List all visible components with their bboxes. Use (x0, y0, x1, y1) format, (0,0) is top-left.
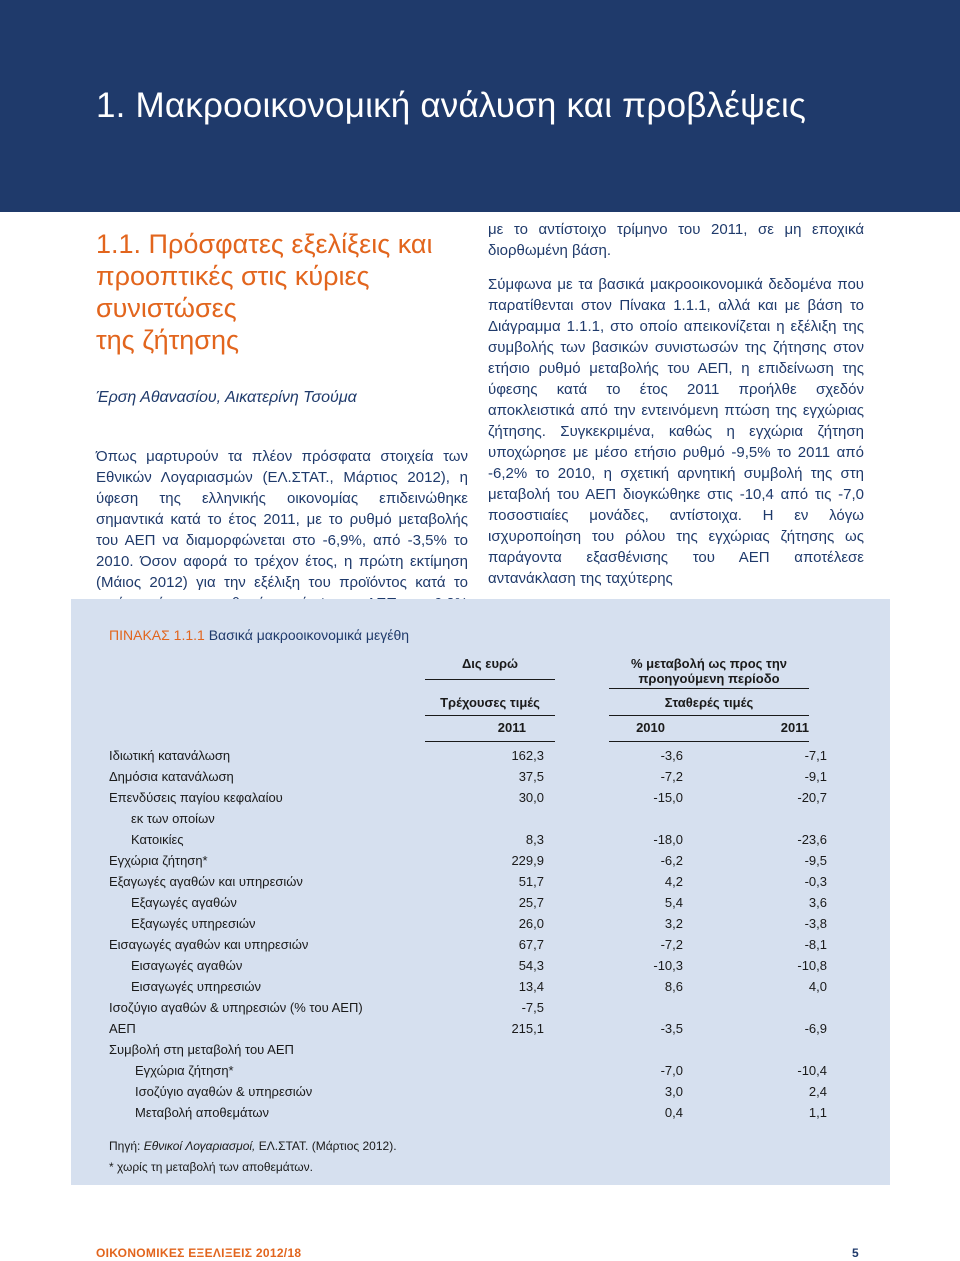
header-rule (609, 741, 809, 742)
row-value-v3: -3,8 (804, 916, 827, 931)
right-column (488, 219, 864, 589)
table-source: Πηγή: Εθνικοί Λογαριασμοί, ΕΛ.ΣΤΑΤ. (Μάρτιος 2012). (109, 1139, 397, 1153)
table-row (109, 1081, 827, 1102)
row-label: Εξαγωγές αγαθών (131, 895, 237, 910)
row-value-v2: -3,5 (660, 1021, 683, 1036)
row-value-v1: 67,7 (518, 937, 544, 952)
row-value-v3: 4,0 (808, 979, 827, 994)
body-paragraph: Όπως μαρτυρούν τα πλέον πρόσφατα στοιχεία των Εθνικών Λογαριασμών (ΕΛ.ΣΤΑΤ., Μάρτιος 2012), η ύφεση της ελληνικής οικονομίας επιδεινώθηκε σημαντικά κατά το έτος 2011, με το ρυθμό μεταβολής του ΑΕΠ να διαμορφώνεται στο -6,9%, από -3,5% το 2010. Όσον αφορά το τρέχον έτος, η πρώτη εκτίμηση (Μάιος 2012) για την εξέλιξη του προϊόντος κατά το (96, 448, 468, 591)
table-row (109, 1018, 827, 1039)
row-label: Εγχώρια ζήτηση* (135, 1063, 234, 1078)
section-title: 1.1. Πρόσφατες εξελίξεις και προοπτικές στις κύριες συνιστώσες της ζήτησης (96, 229, 433, 355)
row-label: Ισοζύγιο αγαθών & υπηρεσιών (135, 1084, 313, 1099)
row-value-v1: 229,9 (511, 853, 544, 868)
row-value-v1: 30,0 (518, 790, 544, 805)
row-value-v1: -7,5 (521, 1000, 544, 1015)
row-value-v1: 26,0 (518, 916, 544, 931)
table-title: ΠΙΝΑΚΑΣ 1.1.1 Βασικά μακροοικονομικά μεγέθη (109, 627, 410, 643)
row-value-v3: -8,1 (804, 937, 827, 952)
table-row (109, 1039, 809, 1060)
table-row (109, 934, 827, 955)
row-value-v3: -9,5 (804, 853, 827, 868)
header-rule (425, 741, 555, 742)
table-footnote: * χωρίς τη μεταβολή των αποθεμάτων. (109, 1160, 313, 1174)
row-label: ΑΕΠ (109, 1021, 136, 1036)
row-value-v2: -7,0 (660, 1063, 683, 1078)
row-value-v2: -10,3 (653, 958, 683, 973)
row-label: Κατοικίες (131, 832, 184, 847)
header-banner (0, 0, 960, 212)
row-value-v3: 2,4 (808, 1084, 827, 1099)
left-column (96, 228, 468, 635)
row-value-v3: -23,6 (797, 832, 827, 847)
row-value-v1: 54,3 (518, 958, 544, 973)
row-value-v3: 3,6 (808, 895, 827, 910)
table-row (109, 829, 827, 850)
row-label: Εισαγωγές αγαθών και υπηρεσιών (109, 937, 309, 952)
row-value-v2: -7,2 (660, 769, 683, 784)
row-value-v1: 215,1 (511, 1021, 544, 1036)
body-paragraph: Σύμφωνα με τα βασικά μακροοικονομικά δεδομένα που παρατίθενται στον Πίνακα 1.1.1, αλλά και με βάση το Διάγραμμα 1.1.1, στο οποίο απεικονίζεται η εξέλιξη της συμβολής των βασικών συνιστωσών της ζήτησης στον ετήσιο ρυθμό μεταβολής του ΑΕΠ, η επιδείνωση της ύφεσης κατά το έτος 2011 προήλθε σχεδόν αποκλειστικά από την εντεινόμενη πτώση της εγχώριας ζήτησης. Συγκεκριμένα, καθώς η εγχώρια ζήτηση υποχώρησε με μέσο ετήσιο ρυθμό -9,5% το 2011 από -6,2% το 2010, η σχετική αρνητική συμβολή της στη μεταβολή του ΑΕΠ διογκώθηκε στις -10,4 από τις -7,0 ποσοστιαίες μονάδες, αντίστοιχα. Η εν λόγω ισχυροποίηση του ρόλου της εγχώριας ζήτησης ως παράγοντα εξασθένισης του ΑΕΠ αποτέλεσε αντανάκλαση της ταχύτερης (488, 276, 864, 587)
row-value-v2: 5,4 (664, 895, 683, 910)
row-label: Εγχώρια ζήτηση* (109, 853, 208, 868)
row-value-v1: 25,7 (518, 895, 544, 910)
macro-table (71, 599, 890, 1185)
table-row (109, 808, 809, 829)
header-current-prices: Τρέχουσες τιμές (440, 695, 540, 710)
table-row (109, 976, 827, 997)
row-label: εκ των οποίων (131, 811, 215, 826)
row-label: Ισοζύγιο αγαθών & υπηρεσιών (% του ΑΕΠ) (109, 1000, 363, 1015)
row-label: Εξαγωγές αγαθών και υπηρεσιών (109, 874, 303, 889)
row-value-v1: 8,3 (525, 832, 544, 847)
table-row (109, 997, 809, 1018)
table-row (109, 955, 827, 976)
table-row (109, 787, 827, 808)
footer-publication: ΟΙΚΟΝΟΜΙΚΕΣ ΕΞΕΛΙΞΕΙΣ 2012/18 (96, 1246, 302, 1260)
row-value-v2: 0,4 (664, 1105, 683, 1120)
authors: Έρση Αθανασίου, Αικατερίνη Τσούμα (96, 389, 357, 406)
row-value-v3: -6,9 (804, 1021, 827, 1036)
row-value-v2: -3,6 (660, 748, 683, 763)
body-paragraph: με το αντίστοιχο τρίμηνο του 2011, σε μη εποχικά διορθωμένη βάση. (488, 221, 864, 259)
row-value-v1: 51,7 (518, 874, 544, 889)
row-value-v1: 162,3 (511, 748, 544, 763)
row-value-v2: -18,0 (653, 832, 683, 847)
row-label: Επενδύσεις παγίου κεφαλαίου (109, 790, 283, 805)
header-billion-eur: Δις ευρώ (461, 656, 519, 671)
page-number: 5 (852, 1246, 859, 1260)
table-row (109, 913, 827, 934)
row-value-v2: 8,6 (664, 979, 683, 994)
row-value-v1: 13,4 (518, 979, 544, 994)
row-label: Εισαγωγές υπηρεσιών (131, 979, 261, 994)
header-rule (609, 715, 809, 716)
table-row (109, 1102, 827, 1123)
header-rule (425, 679, 555, 680)
table-row (109, 892, 827, 913)
row-value-v2: 3,2 (664, 916, 683, 931)
page-title: 1. Μακροοικονομική ανάλυση και προβλέψεις (96, 86, 807, 125)
row-label: Συμβολή στη μεταβολή του ΑΕΠ (109, 1042, 294, 1057)
row-label: Εισαγωγές αγαθών (131, 958, 243, 973)
table-row (109, 850, 827, 871)
table-row (109, 1060, 827, 1081)
table-row (109, 766, 827, 787)
row-value-v2: -15,0 (653, 790, 683, 805)
row-label: Δημόσια κατανάλωση (109, 769, 234, 784)
row-value-v1: 37,5 (518, 769, 544, 784)
row-value-v3: -10,8 (797, 958, 827, 973)
row-label: Μεταβολή αποθεμάτων (135, 1105, 270, 1120)
header-rule (425, 715, 555, 716)
row-value-v2: 3,0 (664, 1084, 683, 1099)
table-row (109, 745, 827, 766)
header-year: 2010 (636, 720, 665, 735)
row-value-v2: -6,2 (660, 853, 683, 868)
row-label: Ιδιωτική κατανάλωση (109, 748, 231, 763)
row-value-v2: 4,2 (664, 874, 683, 889)
row-value-v3: -7,1 (804, 748, 827, 763)
header-rule (609, 688, 809, 689)
table-row (109, 871, 827, 892)
row-value-v3: -20,7 (797, 790, 827, 805)
row-value-v3: -10,4 (797, 1063, 827, 1078)
header-year: 2011 (780, 720, 809, 735)
header-year: 2011 (497, 720, 526, 735)
row-value-v3: -0,3 (804, 874, 827, 889)
row-value-v3: 1,1 (808, 1105, 827, 1120)
row-value-v3: -9,1 (804, 769, 827, 784)
row-label: Εξαγωγές υπηρεσιών (131, 916, 256, 931)
row-value-v2: -7,2 (660, 937, 683, 952)
header-constant-prices: Σταθερές τιμές (664, 695, 754, 710)
header-pct-change: % μεταβολή ως προς την προηγούμενη περίοδο (630, 656, 788, 686)
